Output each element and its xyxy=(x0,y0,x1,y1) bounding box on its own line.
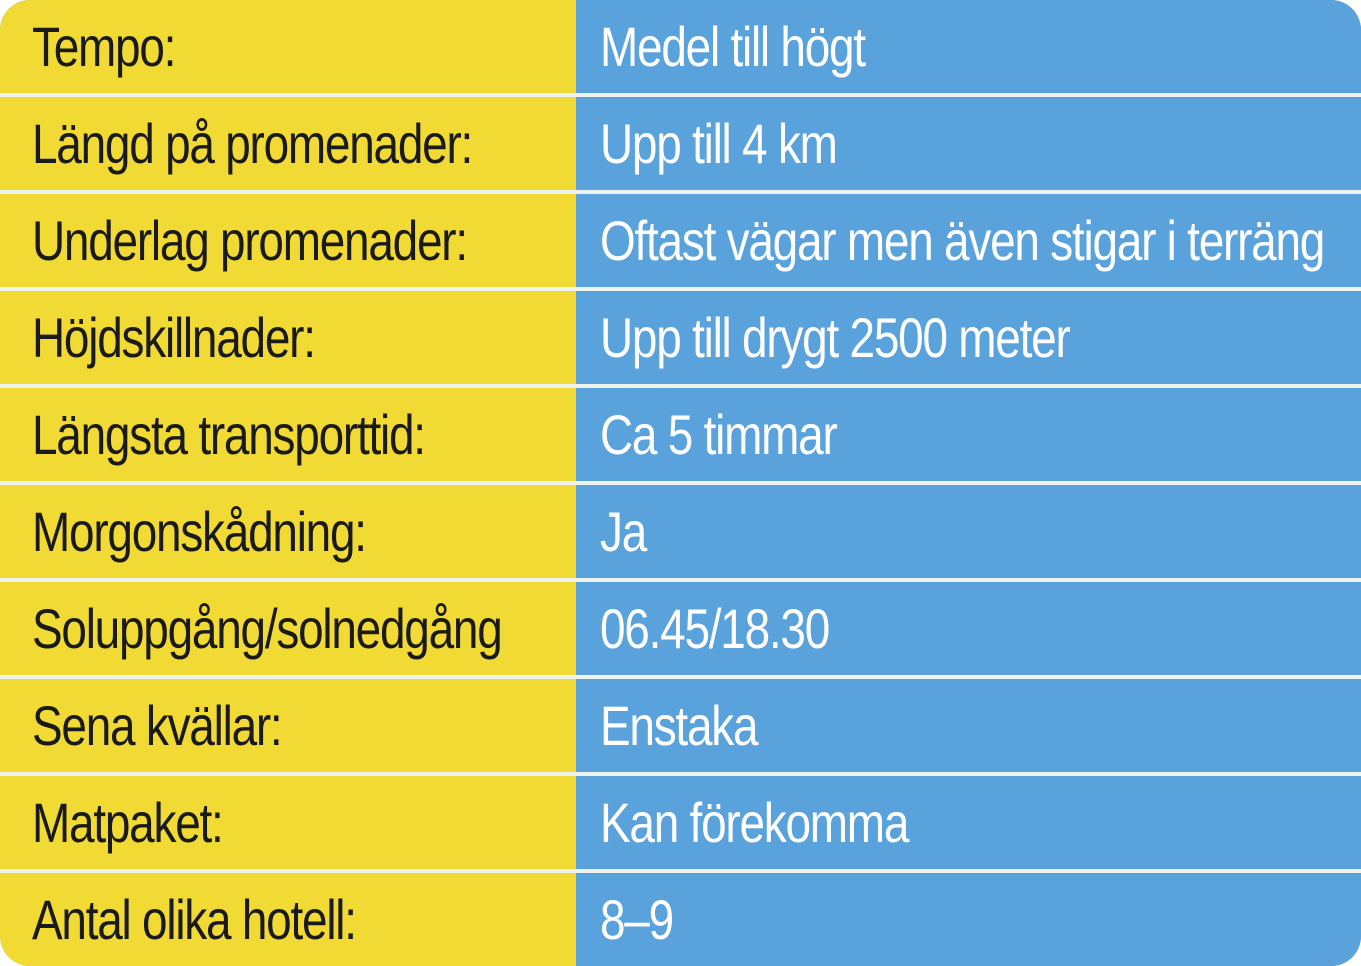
row-label-cell xyxy=(0,388,576,481)
row-label-cell xyxy=(0,485,576,578)
row-label-cell xyxy=(0,291,576,384)
row-value: Medel till högt xyxy=(600,15,865,78)
row-value-cell xyxy=(576,97,1361,190)
table-row-late-evenings xyxy=(0,679,1361,776)
row-value-cell xyxy=(576,582,1361,675)
row-value: Kan förekomma xyxy=(600,791,909,854)
row-label: Höjdskillnader: xyxy=(32,306,315,369)
row-value-cell xyxy=(576,194,1361,287)
row-value: 06.45/18.30 xyxy=(600,597,830,660)
row-label-cell xyxy=(0,776,576,869)
row-label: Antal olika hotell: xyxy=(32,888,356,951)
table-row-elevation xyxy=(0,291,1361,388)
table-row-transport-time xyxy=(0,388,1361,485)
row-label-cell xyxy=(0,582,576,675)
table-row-packed-lunch xyxy=(0,776,1361,873)
row-label: Längd på promenader: xyxy=(32,112,473,175)
row-label-cell xyxy=(0,97,576,190)
table-row-sunrise-sunset xyxy=(0,582,1361,679)
table-row-tempo xyxy=(0,0,1361,97)
row-label: Underlag promenader: xyxy=(32,209,467,272)
row-value-cell xyxy=(576,0,1361,93)
table-row-walk-length xyxy=(0,97,1361,194)
row-value-cell xyxy=(576,291,1361,384)
row-label: Längsta transporttid: xyxy=(32,403,425,466)
row-value: Enstaka xyxy=(600,694,758,757)
row-label: Matpaket: xyxy=(32,791,223,854)
row-value-cell xyxy=(576,873,1361,966)
table-row-morning-birding xyxy=(0,485,1361,582)
row-value: Ca 5 timmar xyxy=(600,403,837,466)
row-value: Ja xyxy=(600,500,647,563)
row-label: Soluppgång/solnedgång xyxy=(32,597,502,660)
row-value: 8–9 xyxy=(600,888,673,951)
row-value: Upp till drygt 2500 meter xyxy=(600,306,1070,369)
row-label: Tempo: xyxy=(32,15,176,78)
row-value-cell xyxy=(576,776,1361,869)
row-label: Sena kvällar: xyxy=(32,694,282,757)
row-label: Morgonskådning: xyxy=(32,500,366,563)
table-row-hotel-count xyxy=(0,873,1361,966)
row-value-cell xyxy=(576,388,1361,481)
row-value-cell xyxy=(576,679,1361,772)
row-value: Oftast vägar men även stigar i terräng xyxy=(600,209,1325,272)
row-label-cell xyxy=(0,679,576,772)
row-label-cell xyxy=(0,873,576,966)
row-value-cell xyxy=(576,485,1361,578)
table-row-walk-surface xyxy=(0,194,1361,291)
row-label-cell xyxy=(0,0,576,93)
row-value: Upp till 4 km xyxy=(600,112,837,175)
row-label-cell xyxy=(0,194,576,287)
